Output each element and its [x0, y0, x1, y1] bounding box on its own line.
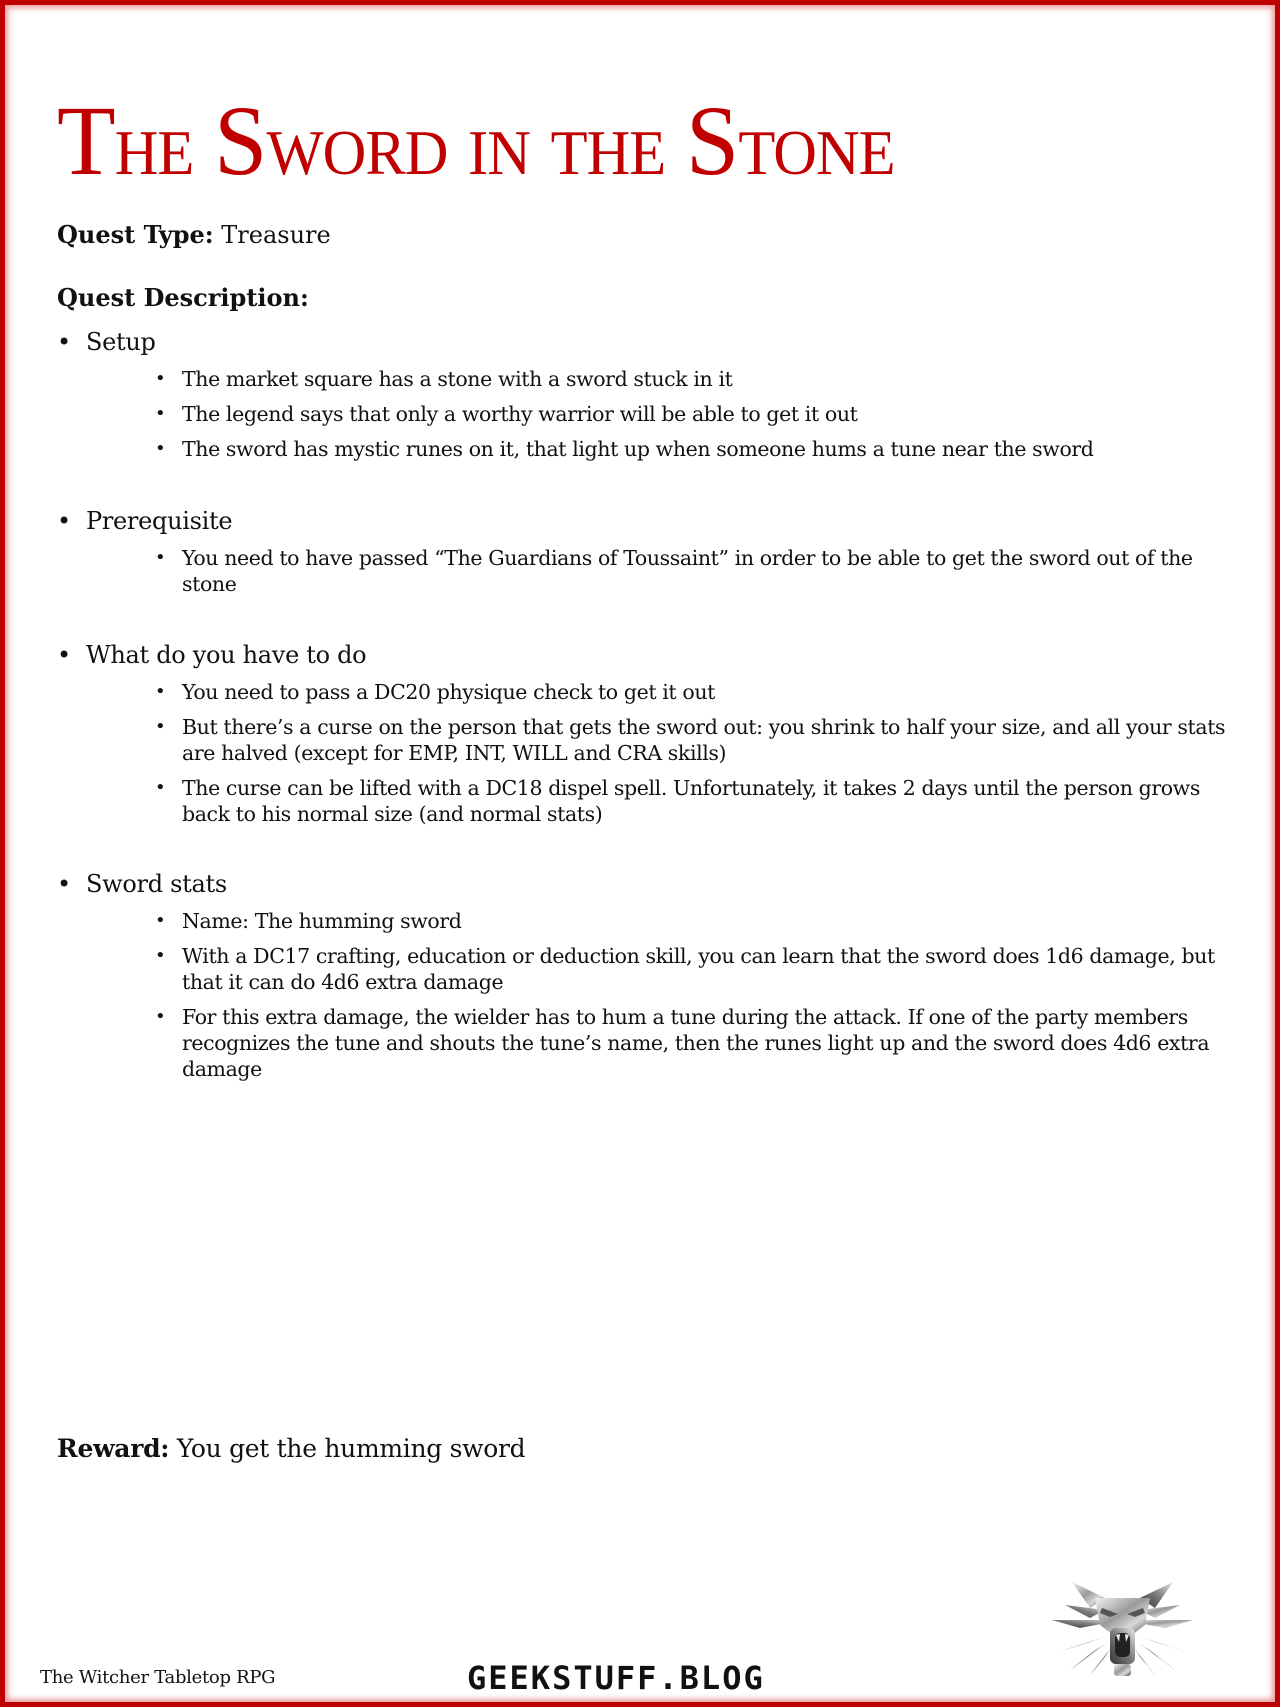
- list-item-text: The market square has a stone with a sword stuck in it: [182, 367, 733, 391]
- bullet-icon: •: [155, 403, 166, 424]
- bullet-icon: •: [155, 945, 166, 966]
- section-heading-text: Setup: [86, 328, 156, 356]
- list-item-text: The sword has mystic runes on it, that light up when someone hums a tune near the sword: [182, 437, 1094, 461]
- bullet-icon: •: [57, 870, 71, 898]
- quest-description-label: Quest Description:: [57, 283, 309, 312]
- list-item: [155, 714, 1227, 766]
- list-item: [155, 943, 1227, 995]
- list-item-text: You need to pass a DC20 physique check to get it out: [182, 680, 715, 704]
- reward: [57, 1433, 525, 1465]
- bullet-icon: •: [57, 328, 71, 356]
- bullet-icon: •: [155, 910, 166, 931]
- title-part: tone: [738, 95, 895, 194]
- list-item: [155, 679, 1227, 705]
- list-item: [155, 401, 1227, 427]
- section-heading-text: Sword stats: [86, 870, 227, 898]
- list-item-text: You need to have passed “The Guardians of Toussaint” in order to be able to get the sword out of the stone: [182, 546, 1193, 596]
- quest-type-label: Quest Type:: [57, 220, 214, 249]
- list-item-text: For this extra damage, the wielder has to hum a tune during the attack. If one of the party members recognizes the tune and shouts the tune’s name, then the runes light up and the sword does 4d6 extra damage: [182, 1005, 1210, 1081]
- section-setup: [57, 327, 1227, 462]
- section-heading: [57, 640, 1227, 670]
- title-initial: S: [214, 85, 267, 196]
- title-initial: S: [685, 85, 739, 196]
- quest-type: [57, 219, 331, 251]
- bullet-icon: •: [155, 681, 166, 702]
- list-item: [155, 366, 1227, 392]
- bullet-icon: •: [155, 716, 166, 737]
- bullet-icon: •: [155, 438, 166, 459]
- bullet-icon: •: [155, 1006, 166, 1027]
- quest-type-value: Treasure: [213, 221, 331, 249]
- footer-brand-link[interactable]: GEEKSTUFF.BLOG: [467, 1659, 765, 1697]
- list-item-text: But there’s a curse on the person that gets the sword out: you shrink to half your size, and all your stats are halved (except for EMP, INT, WILL and CRA skills): [182, 715, 1226, 765]
- title-initial: T: [57, 85, 115, 196]
- reward-value: You get the humming sword: [169, 1434, 526, 1463]
- title-part: he: [114, 95, 215, 194]
- title-part: word in the: [266, 95, 686, 194]
- bullet-icon: •: [155, 547, 166, 568]
- section-heading: [57, 506, 1227, 536]
- section-heading-text: What do you have to do: [86, 641, 367, 669]
- section-heading: [57, 869, 1227, 899]
- list-item-text: Name: The humming sword: [182, 909, 462, 933]
- list-item: [155, 775, 1227, 827]
- section-sword-stats: [57, 869, 1227, 1082]
- witcher-wolf-medallion-icon: [1050, 1580, 1195, 1680]
- section-heading: [57, 327, 1227, 357]
- section-prerequisite: [57, 506, 1227, 597]
- list-item-text: The legend says that only a worthy warrior will be able to get it out: [182, 402, 858, 426]
- list-item: [155, 908, 1227, 934]
- section-what-to-do: [57, 640, 1227, 827]
- bullet-icon: •: [155, 777, 166, 798]
- bullet-icon: •: [155, 368, 166, 389]
- list-item-text: With a DC17 crafting, education or deduction skill, you can learn that the sword does 1d6 damage, but that it can do 4d6 extra damage: [182, 944, 1215, 994]
- list-item: [155, 545, 1227, 597]
- list-item: [155, 1004, 1227, 1082]
- section-heading-text: Prerequisite: [86, 507, 233, 535]
- bullet-icon: •: [57, 507, 71, 535]
- list-item-text: The curse can be lifted with a DC18 dispel spell. Unfortunately, it takes 2 days until the person grows back to his normal size (and normal stats): [182, 776, 1200, 826]
- footer-game-title: The Witcher Tabletop RPG: [40, 1667, 276, 1688]
- page-title: [57, 85, 895, 196]
- list-item: [155, 436, 1227, 462]
- reward-label: Reward:: [57, 1434, 170, 1463]
- bullet-icon: •: [57, 641, 71, 669]
